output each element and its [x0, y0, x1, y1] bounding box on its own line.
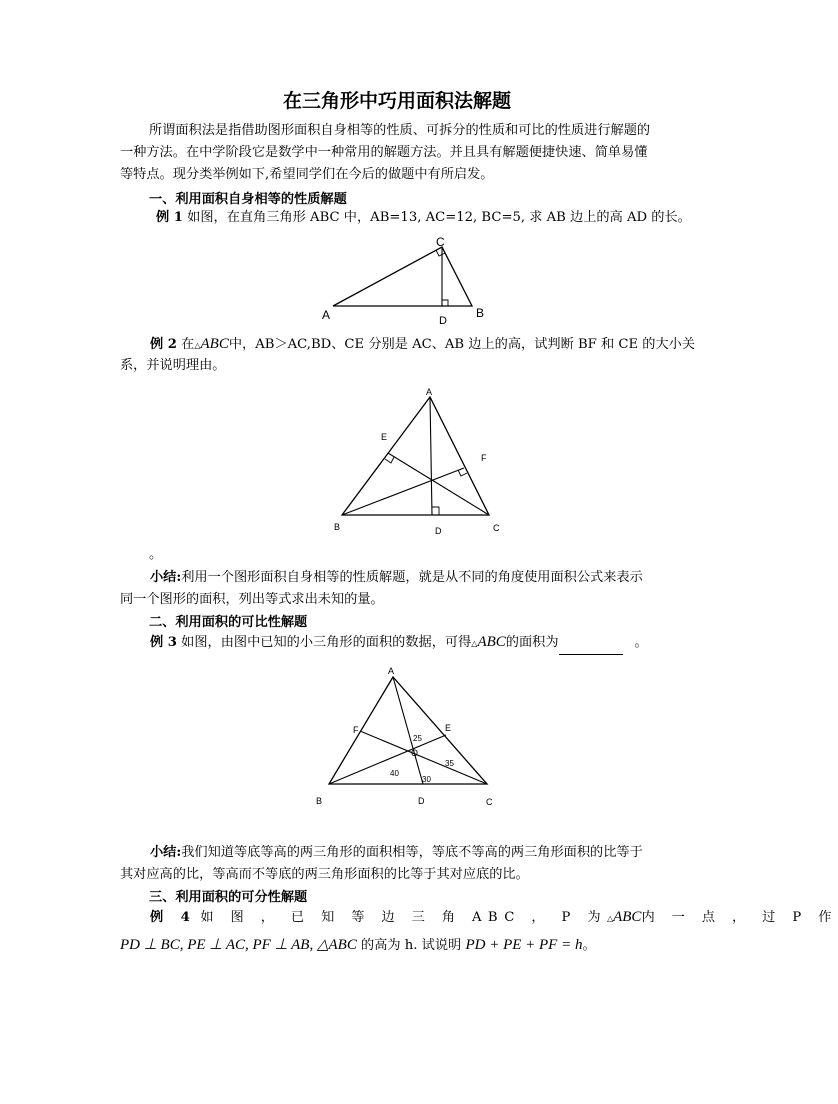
intro-line-2: 一种方法。在中学阶段它是数学中一种常用的解题方法。并且具有解题便捷快速、简单易懂	[120, 145, 648, 160]
label-a: A	[388, 666, 395, 676]
label-e: E	[381, 432, 388, 442]
summary-1-line-2: 同一个图形的面积，列出等式求出未知的量。	[120, 592, 384, 607]
label-f: F	[481, 453, 487, 463]
answer-blank	[559, 640, 623, 655]
example-4-end: 。	[582, 938, 596, 953]
intro-line-3: 等特点。现分类举例如下,希望同学们在今后的做题中有所启发。	[120, 167, 494, 182]
example-2-pre: 在	[181, 337, 195, 352]
figure-right-triangle	[318, 236, 498, 328]
example-2	[150, 333, 695, 357]
area-40: 40	[390, 769, 399, 778]
figure-acute-triangle-altitudes	[328, 384, 508, 536]
example-3-label: 例 3	[150, 635, 177, 650]
example-3-pre: 如图，由图中已知的小三角形的面积的数据，可得	[181, 635, 472, 650]
label-d: D	[439, 315, 447, 327]
page-title: 在三角形中巧用面积法解题	[282, 90, 511, 112]
intro-line-1: 所谓面积法是指借助图形面积自身相等的性质、可拆分的性质和可比的性质进行解题的	[149, 123, 651, 138]
right-angle-mark-f	[458, 470, 467, 476]
label-d: D	[435, 526, 442, 536]
section-heading-2: 二、利用面积的可比性解题	[149, 615, 308, 630]
example-2-line-2: 系，并说明理由。	[120, 358, 226, 373]
example-4-pre: 如 图 ， 已 知 等 边 三 角 ABC ， P 为	[200, 910, 607, 925]
figure-area-ratio-triangle	[306, 662, 506, 812]
label-b: B	[476, 306, 485, 320]
example-3-end: 。	[634, 635, 648, 650]
label-f: F	[353, 725, 359, 735]
example-3	[150, 631, 648, 655]
label-b: B	[334, 522, 341, 532]
summary-2-text: 我们知道等底等高的两三角形的面积相等，等底不等高的两三角形面积的比等于	[181, 845, 643, 860]
right-angle-mark-e	[385, 457, 394, 463]
summary-2	[150, 842, 643, 864]
example-2-post: 中，AB＞AC,BD、CE 分别是 AC、AB 边上的高，试判断 BF 和 CE 的大小关	[228, 337, 696, 352]
cevian-ad	[393, 677, 423, 784]
label-e: E	[445, 723, 452, 733]
label-a: A	[322, 308, 331, 322]
label-a: A	[426, 387, 433, 397]
right-angle-mark-d	[442, 300, 448, 306]
right-angle-mark-d	[432, 507, 439, 515]
example-2-label: 例 2	[150, 337, 177, 352]
section-heading-1: 一、利用面积自身相等的性质解题	[149, 192, 347, 207]
example-1	[156, 207, 691, 229]
abc-italic: ABC	[200, 336, 229, 352]
summary-2-line-2: 其对应高的比，等高而不等底的两三角形面积的比等于其对应底的比。	[120, 867, 529, 882]
triangle-symbol: △	[471, 639, 478, 648]
example-1-label: 例 1	[156, 210, 183, 225]
label-d: D	[418, 796, 425, 806]
label-c: C	[486, 797, 493, 807]
label-o: O	[411, 748, 419, 758]
label-b: B	[316, 796, 323, 806]
example-4-mid: 的高为 h. 试说明	[361, 938, 462, 953]
area-25: 25	[413, 734, 422, 743]
abc-italic: ABC	[477, 634, 506, 650]
triangle-symbol: △	[606, 914, 614, 923]
example-4-line-2	[120, 934, 596, 957]
altitude-ad	[430, 397, 432, 515]
formula-sum: PD + PE + PF = h	[465, 937, 583, 953]
trailing-period: 。	[149, 547, 163, 562]
section-heading-3: 三、利用面积的可分性解题	[149, 890, 308, 905]
label-c: C	[436, 235, 445, 249]
summary-1-label: 小结:	[150, 570, 182, 585]
example-4	[150, 906, 838, 930]
area-30: 30	[422, 775, 431, 784]
area-35: 35	[445, 759, 454, 768]
summary-1	[150, 567, 643, 589]
example-1-text: 如图，在直角三角形 ABC 中，AB=13, AC=12, BC=5, 求 AB 边上的高 AD 的长。	[187, 210, 691, 225]
abc-italic: ABC	[613, 909, 642, 925]
triangle-abc	[342, 397, 489, 515]
example-4-label: 例 4	[150, 910, 197, 925]
triangle-abc	[333, 247, 472, 306]
summary-2-label: 小结:	[150, 845, 182, 860]
example-3-post: 的面积为	[505, 635, 559, 650]
example-4-post: 内 一 点 ， 过 P 作	[641, 910, 838, 925]
formula-perpendiculars: PD ⊥ BC, PE ⊥ AC, PF ⊥ AB, △ABC	[120, 937, 357, 953]
label-c: C	[493, 523, 500, 533]
triangle-symbol: △	[194, 341, 201, 350]
summary-1-text: 利用一个图形面积自身相等的性质解题，就是从不同的角度使用面积公式来表示	[181, 570, 643, 585]
